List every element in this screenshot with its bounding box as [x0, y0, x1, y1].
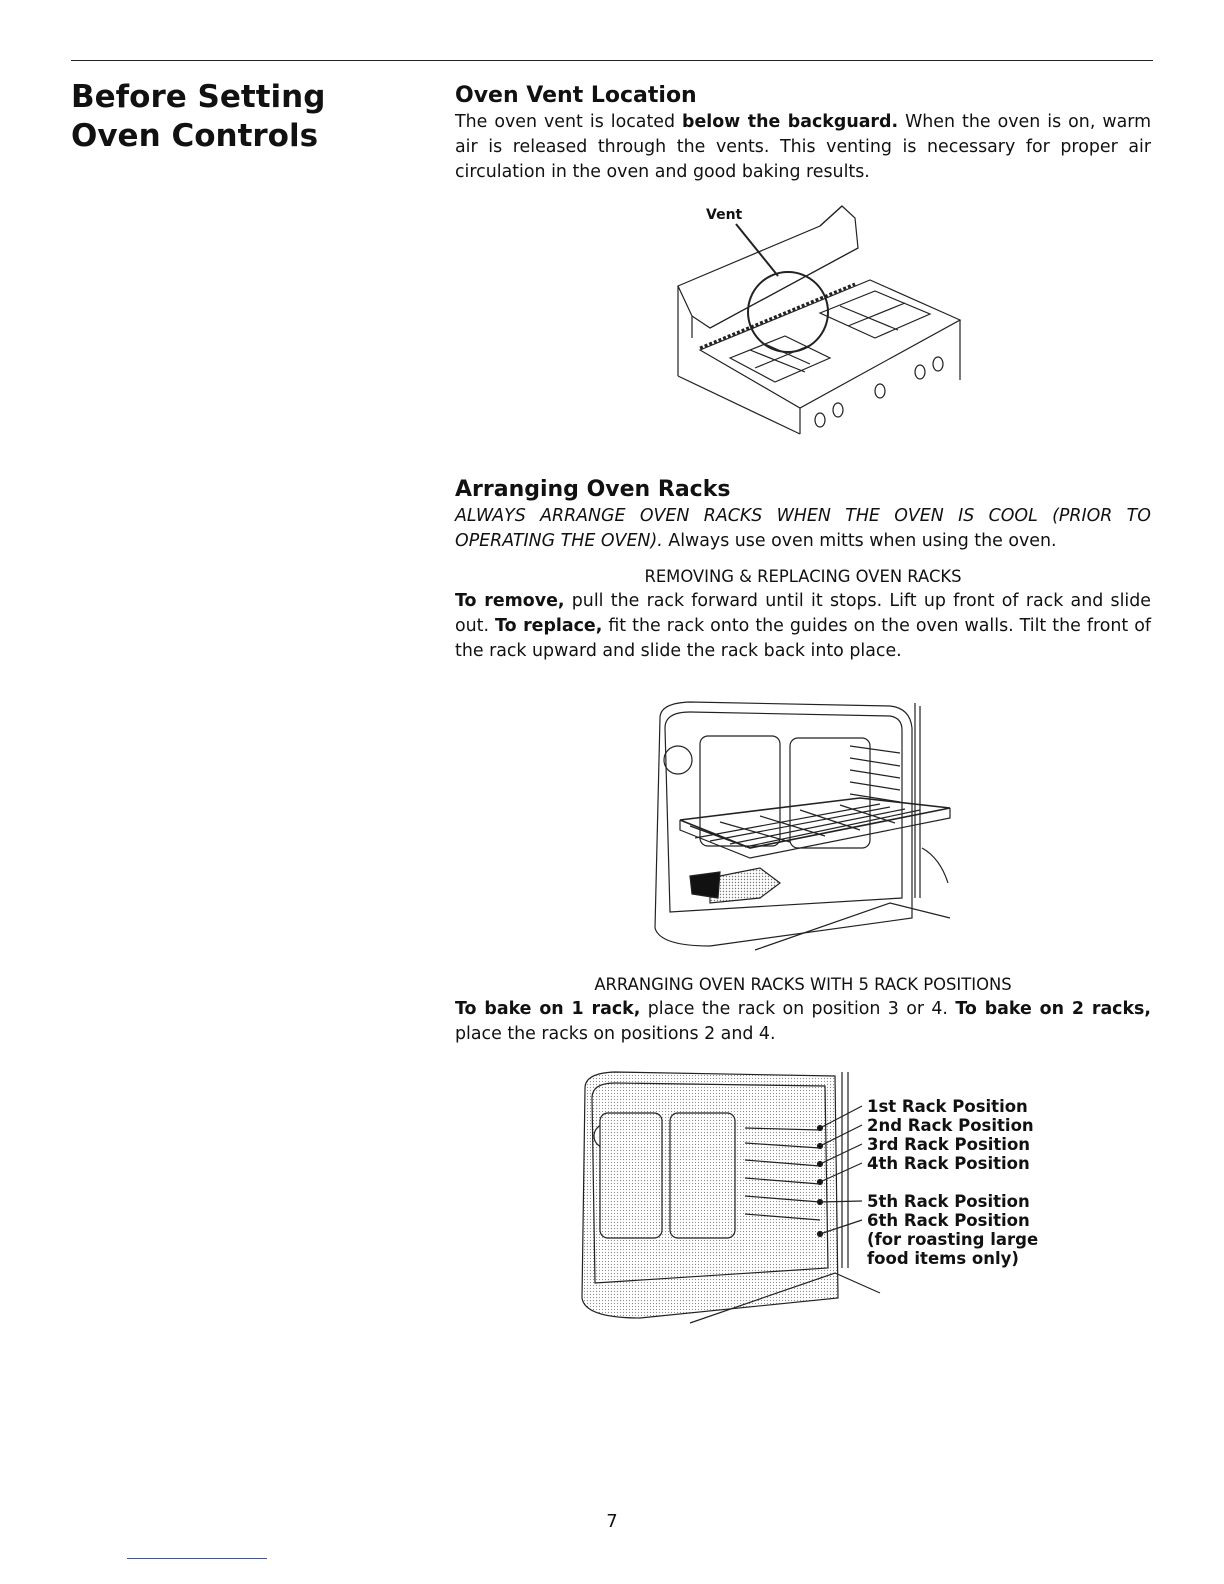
- remove-bold-1: To remove,: [455, 591, 565, 611]
- rack-label-6-note-2: food items only): [867, 1249, 1019, 1268]
- vent-figure: [670, 198, 970, 438]
- remove-bold-2: To replace,: [495, 616, 603, 636]
- rack-label-4: 4th Rack Position: [867, 1154, 1030, 1173]
- vent-text-bold: below the backguard.: [682, 112, 899, 132]
- page-title: Before Setting Oven Controls: [71, 79, 326, 154]
- racks-warning-italic: ALWAYS ARRANGE OVEN RACKS WHEN THE OVEN IS COOL (PRIOR TO OPERATING THE OVEN).: [455, 506, 1151, 551]
- racks-warning: [455, 504, 1151, 554]
- arrange-subheading: ARRANGING OVEN RACKS WITH 5 RACK POSITIONS: [594, 975, 1012, 994]
- remove-paragraph: [455, 589, 1151, 664]
- arrange-bold-2: To bake on 2 racks,: [955, 999, 1152, 1019]
- vent-label: Vent: [706, 207, 743, 223]
- rack-label-6-note-1: (for roasting large: [867, 1230, 1039, 1249]
- rack-label-6: 6th Rack Position: [867, 1211, 1030, 1230]
- vent-paragraph: [455, 110, 1151, 185]
- oven-rack-removal-illustration: [650, 698, 955, 953]
- arrange-text-1: place the rack on position 3 or 4.: [640, 999, 956, 1019]
- arrange-paragraph: [455, 997, 1151, 1047]
- vent-heading: Oven Vent Location: [455, 83, 697, 108]
- rack-positions-figure: [580, 1068, 1040, 1328]
- vent-text-2: When the oven is on, warm air is released through the vents. This venting is necessary for proper air circulation in the oven and good baking results.: [455, 112, 1152, 182]
- remove-text-2: fit the rack onto the guides on the oven walls. Tilt the front of the rack upward and slide the rack back into place.: [455, 616, 1151, 661]
- racks-heading: Arranging Oven Racks: [455, 477, 731, 502]
- arrange-bold-1: To bake on 1 rack,: [455, 999, 641, 1019]
- remove-rack-figure: [650, 698, 955, 953]
- vent-text-1: The oven vent is located: [455, 112, 683, 132]
- page-number: 7: [606, 1511, 618, 1532]
- arrange-section: [455, 973, 1151, 1047]
- rack-label-1: 1st Rack Position: [867, 1097, 1028, 1116]
- arrange-text-2: place the racks on positions 2 and 4.: [455, 1024, 776, 1044]
- range-top-illustration: [670, 198, 970, 438]
- remove-subheading: REMOVING & REPLACING OVEN RACKS: [644, 567, 962, 586]
- vent-section: [455, 82, 1151, 185]
- rack-label-5: 5th Rack Position: [867, 1192, 1030, 1211]
- racks-section: [455, 476, 1151, 664]
- rack-positions-illustration: [580, 1068, 1040, 1328]
- rack-label-3: 3rd Rack Position: [867, 1135, 1031, 1154]
- footer-line: [127, 1558, 267, 1559]
- top-rule: [71, 60, 1153, 61]
- rack-label-2: 2nd Rack Position: [867, 1116, 1034, 1135]
- remove-text-1: pull the rack forward until it stops. Lift up front of rack and slide out.: [455, 591, 1152, 636]
- racks-warning-rest: Always use oven mitts when using the oven.: [662, 531, 1057, 551]
